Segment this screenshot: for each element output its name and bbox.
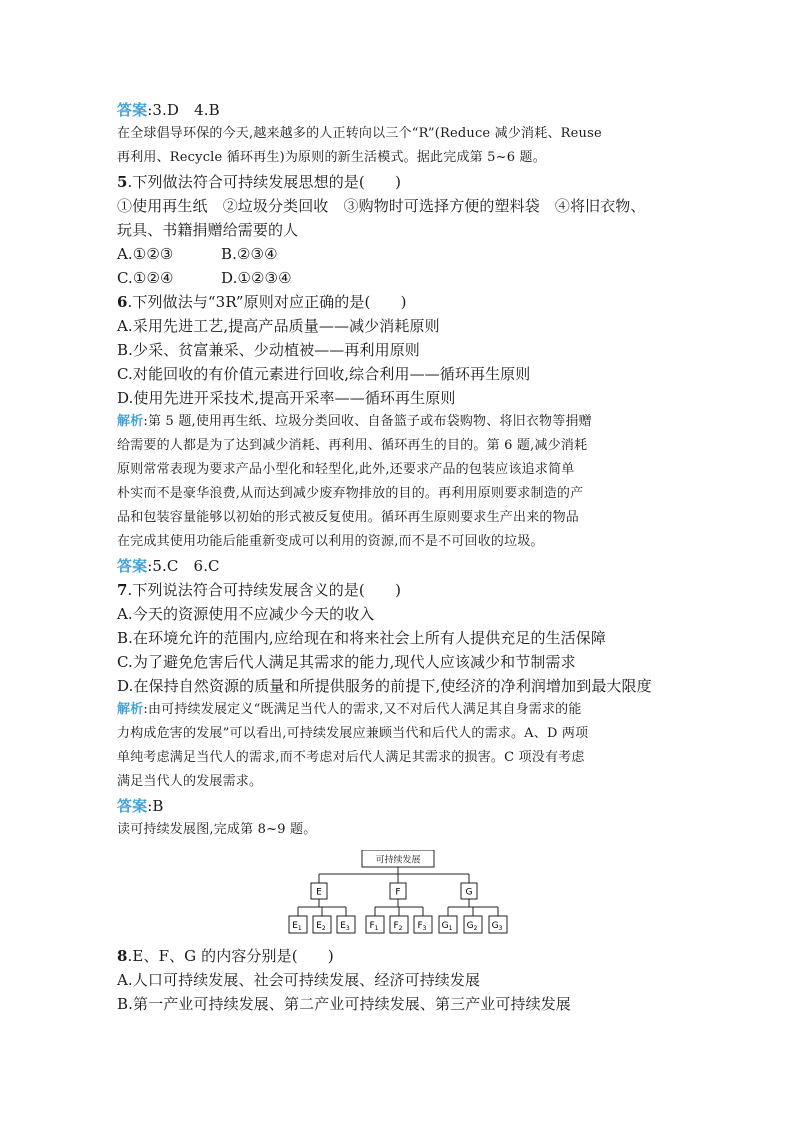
answer-label: 答案 bbox=[117, 557, 148, 575]
leaf-node-e1 bbox=[289, 916, 307, 933]
explanation-label: 解析 bbox=[117, 702, 144, 717]
question-5-options-ab bbox=[117, 242, 677, 266]
option-d: D.①②③④ bbox=[221, 269, 292, 287]
leaf-label: $G_1$ bbox=[441, 921, 453, 932]
answer-7 bbox=[117, 794, 677, 818]
answer-text: :5.C 6.C bbox=[147, 557, 220, 575]
question-5-items-2: 玩具、书籍捐赠给需要的人 bbox=[117, 221, 299, 239]
option-a: A.人口可持续发展、社会可持续发展、经济可持续发展 bbox=[117, 971, 481, 989]
sustainable-development-diagram bbox=[117, 850, 677, 942]
option-b: B.第一产业可持续发展、第二产业可持续发展、第三产业可持续发展 bbox=[117, 995, 571, 1013]
question-5-items-1: ①使用再生纸 ②垃圾分类回收 ③购物时可选择方便的塑料袋 ④将旧衣物、 bbox=[117, 197, 646, 215]
explanation-7-line-4: 满足当代人的发展需求。 bbox=[117, 774, 263, 789]
option-c: C.①②④ bbox=[117, 269, 174, 287]
question-5-options-cd bbox=[117, 266, 677, 290]
leaf-node-g2 bbox=[464, 916, 482, 933]
answer-text: :B bbox=[147, 797, 164, 815]
root-label: 可持续发展 bbox=[375, 855, 421, 866]
answer-label: 答案 bbox=[117, 101, 148, 119]
leaf-label: $E_2$ bbox=[316, 921, 326, 932]
option-d: D.在保持自然资源的质量和所提供服务的前提下,使经济的净利润增加到最大限度 bbox=[117, 677, 652, 695]
option-a: A.①②③ bbox=[117, 245, 174, 263]
question-number: 7 bbox=[117, 581, 128, 599]
question-6-stem bbox=[117, 290, 677, 314]
question-number: 5 bbox=[117, 173, 128, 191]
leaf-label: $F_2$ bbox=[393, 921, 403, 932]
option-b: B.少采、贫富兼采、少动植被——再利用原则 bbox=[117, 341, 420, 359]
explanation-5-6-line-2: 给需要的人都是为了达到减少消耗、再利用、循环再生的目的。第 6 题,减少消耗 bbox=[117, 438, 588, 453]
document-page bbox=[117, 98, 677, 1016]
node-g bbox=[461, 883, 477, 899]
root-node bbox=[362, 850, 434, 867]
leaf-node-e3 bbox=[337, 916, 355, 933]
node-f-label: F bbox=[395, 887, 401, 898]
leaf-node-g1 bbox=[439, 916, 457, 933]
option-a: A.今天的资源使用不应减少今天的收入 bbox=[117, 605, 375, 623]
leaf-node-g3 bbox=[489, 916, 507, 933]
explanation-text: :第 5 题,使用再生纸、垃圾分类回收、自备篮子或布袋购物、将旧衣物等捐赠 bbox=[143, 414, 592, 429]
question-7-stem bbox=[117, 578, 677, 602]
option-c: C.为了避免危害后代人满足其需求的能力,现代人应该减少和节制需求 bbox=[117, 653, 576, 671]
option-b: B.②③④ bbox=[221, 245, 278, 263]
leaf-label: $F_1$ bbox=[369, 921, 379, 932]
leaf-node-e2 bbox=[313, 916, 331, 933]
question-number: 8 bbox=[117, 947, 128, 965]
leaf-label: $G_2$ bbox=[466, 921, 478, 932]
explanation-5-6-line-3: 原则常常表现为要求产品小型化和轻型化,此外,还要求产品的包装应该追求简单 bbox=[117, 462, 575, 477]
option-d: D.使用先进开采技术,提高开采率——循环再生原则 bbox=[117, 389, 456, 407]
answer-3-4 bbox=[117, 98, 677, 122]
intro-8-9: 读可持续发展图,完成第 8~9 题。 bbox=[117, 822, 317, 837]
question-text: .下列做法符合可持续发展思想的是( ) bbox=[127, 173, 402, 191]
leaf-nodes bbox=[289, 916, 507, 933]
leaf-label: $F_3$ bbox=[417, 921, 427, 932]
leaf-label: $G_3$ bbox=[491, 921, 503, 932]
node-e bbox=[311, 883, 327, 899]
question-text: .下列做法与“3R”原则对应正确的是( ) bbox=[127, 293, 407, 311]
diagram-svg bbox=[117, 850, 677, 942]
explanation-7-line-2: 力构成危害的发展”可以看出,可持续发展应兼顾当代和后代人的需求。A、D 两项 bbox=[117, 726, 589, 741]
question-5-stem bbox=[117, 170, 677, 194]
question-text: .下列说法符合可持续发展含义的是( ) bbox=[127, 581, 402, 599]
question-text: .E、F、G 的内容分别是( ) bbox=[127, 947, 334, 965]
question-number: 6 bbox=[117, 293, 128, 311]
intro-line-1: 在全球倡导环保的今天,越来越多的人正转向以三个“R”(Reduce 减少消耗、Reuse bbox=[117, 126, 602, 141]
leaf-label: $E_3$ bbox=[340, 921, 350, 932]
node-g-label: G bbox=[465, 887, 473, 898]
node-e-label: E bbox=[316, 887, 322, 898]
explanation-5-6-line-1 bbox=[117, 410, 677, 434]
option-b: B.在环境允许的范围内,应给现在和将来社会上所有人提供充足的生活保障 bbox=[117, 629, 606, 647]
leaf-node-f1 bbox=[366, 916, 384, 933]
explanation-5-6-line-6: 在完成其使用功能后能重新变成可以利用的资源,而不是不可回收的垃圾。 bbox=[117, 534, 544, 549]
question-8-stem bbox=[117, 944, 677, 968]
intro-line-2: 再利用、Recycle 循环再生)为原则的新生活模式。据此完成第 5~6 题。 bbox=[117, 150, 546, 165]
explanation-5-6-line-5: 品和包装容量能够以初始的形式被反复使用。循环再生原则要求生产出来的物品 bbox=[117, 510, 580, 525]
leaf-node-f3 bbox=[414, 916, 432, 933]
option-c: C.对能回收的有价值元素进行回收,综合利用——循环再生原则 bbox=[117, 365, 531, 383]
answer-label: 答案 bbox=[117, 797, 148, 815]
leaf-node-f2 bbox=[390, 916, 408, 933]
explanation-7-line-1 bbox=[117, 698, 677, 722]
explanation-text: :由可持续发展定义“既满足当代人的需求,又不对后代人满足其自身需求的能 bbox=[143, 702, 582, 717]
answer-5-6 bbox=[117, 554, 677, 578]
leaf-label: $E_1$ bbox=[292, 921, 302, 932]
explanation-label: 解析 bbox=[117, 414, 144, 429]
node-f bbox=[390, 883, 406, 899]
answer-text: :3.D 4.B bbox=[147, 101, 220, 119]
option-a: A.采用先进工艺,提高产品质量——减少消耗原则 bbox=[117, 317, 440, 335]
explanation-5-6-line-4: 朴实而不是豪华浪费,从而达到减少废弃物排放的目的。再利用原则要求制造的产 bbox=[117, 486, 584, 501]
explanation-7-line-3: 单纯考虑满足当代人的需求,而不考虑对后代人满足其需求的损害。C 项没有考虑 bbox=[117, 750, 585, 765]
